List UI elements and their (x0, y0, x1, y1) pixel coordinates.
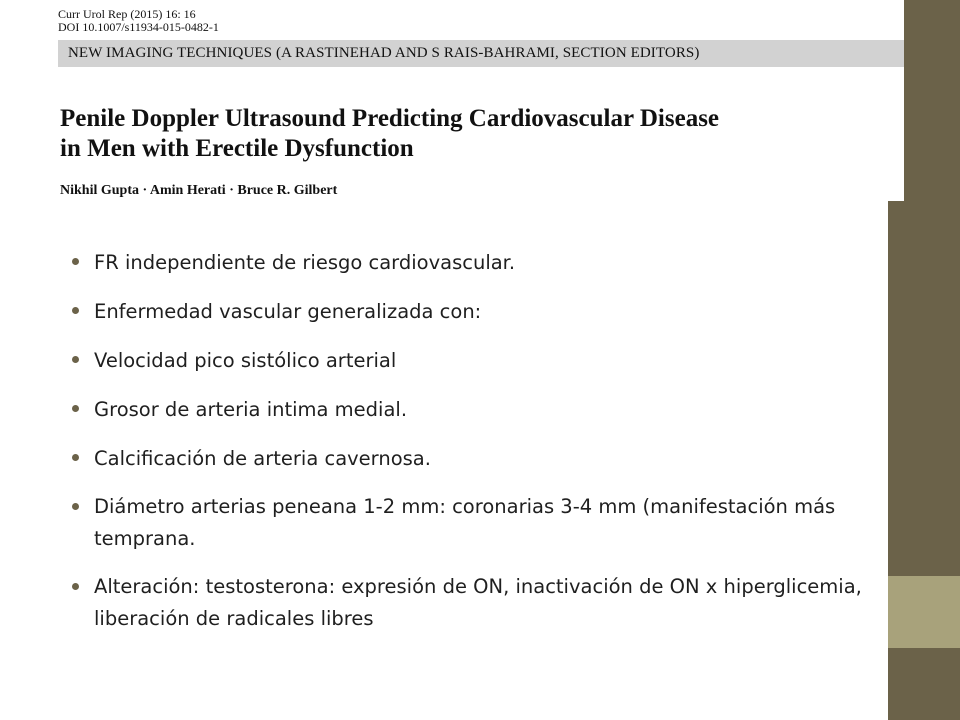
article-header-clipping (0, 0, 904, 201)
article-title (60, 104, 719, 164)
bullet-dot-icon (72, 583, 79, 590)
bullet-text: Grosor de arteria intima medial. (94, 398, 408, 421)
doi-text: DOI 10.1007/s11934-015-0482-1 (58, 20, 219, 34)
bullet-text: Velocidad pico sistólico arterial (94, 349, 397, 372)
title-line-1: Penile Doppler Ultrasound Predicting Cardiovascular Disease (60, 105, 720, 132)
bullet-dot-icon (72, 356, 79, 363)
author-list: Nikhil Gupta · Amin Herati · Bruce R. Gilbert (60, 183, 338, 198)
bullet-item (72, 491, 882, 555)
bullet-dot-icon (72, 503, 79, 510)
bullet-dot-icon (72, 307, 79, 314)
journal-citation: Curr Urol Rep (2015) 16: 16 (58, 7, 196, 21)
title-line-2: in Men with Erectile Dysfunction (60, 135, 414, 162)
section-label: NEW IMAGING TECHNIQUES (A RASTINEHAD AND S RAIS-BAHRAMI, SECTION EDITORS) (68, 45, 700, 61)
bullet-text: FR independiente de riesgo cardiovascular. (94, 251, 516, 274)
bullet-dot-icon (72, 258, 79, 265)
bullet-dot-icon (72, 405, 79, 412)
bullet-item (72, 344, 882, 378)
section-banner (58, 40, 904, 67)
rail-accent-block (888, 576, 960, 648)
bullet-dot-icon (72, 454, 79, 461)
bullet-text: Enfermedad vascular generalizada con: (94, 300, 482, 323)
bullet-item (72, 295, 882, 329)
bullet-item (72, 246, 882, 280)
citation-block (58, 8, 219, 34)
bullet-list (72, 246, 882, 651)
bullet-item (72, 393, 882, 427)
bullet-text: Alteración: testosterona: expresión de ON, inactivación de ON x hiperglicemia, liberación de radicales libres (94, 575, 862, 630)
bullet-item (72, 442, 882, 476)
bullet-text: Calcificación de arteria cavernosa. (94, 447, 431, 470)
bullet-text: Diámetro arterias peneana 1-2 mm: coronarias 3-4 mm (manifestación más temprana. (94, 495, 836, 550)
bullet-item (72, 571, 882, 635)
